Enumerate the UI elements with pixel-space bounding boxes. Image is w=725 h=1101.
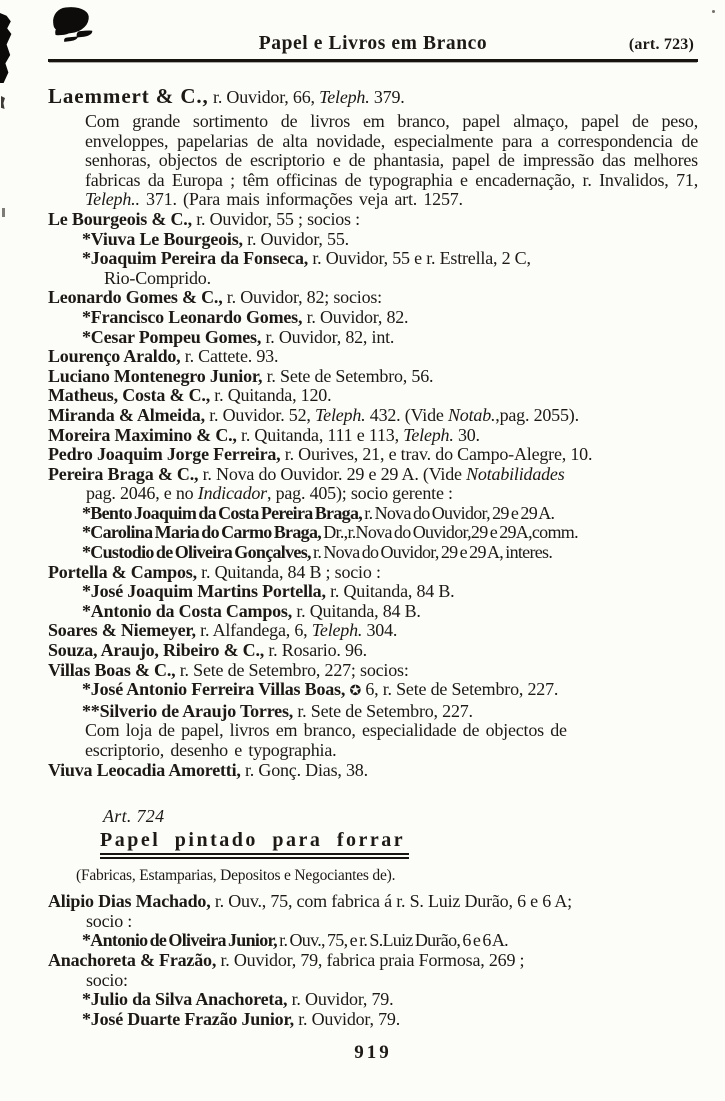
scan-speck bbox=[712, 10, 715, 13]
scan-binding-mark bbox=[1, 96, 5, 109]
directory-entry: Portella & Campos, r. Quitanda, 84 B ; socio : bbox=[48, 561, 381, 582]
entry-description: Com loja de papel, livros em branco, especialidade de objectos de escriptorio, desenho e typographia. bbox=[85, 720, 567, 760]
partner-entry: *Cesar Pompeu Gomes, r. Ouvidor, 82, int. bbox=[82, 326, 395, 347]
directory-entry: Leonardo Gomes & C., r. Ouvidor, 82; socios: bbox=[48, 287, 382, 308]
partner-entry: *José Antonio Ferreira Villas Boas, ✪ 6, r. Sete de Setembro, 227. bbox=[82, 679, 559, 700]
directory-entry: Viuva Leocadia Amoretti, r. Gonç. Dias, 38. bbox=[48, 759, 368, 780]
entry-description: Com grande sortimento de livros em branco, papel almaço, papel de peso, enveloppes, papelarias de alta novidade, especialmente para a correspondencia de senhoras, objectos de escriptorio e de phantasia, papel de impressão das melhores fabricas da Europa ; têm officinas de typographia e encadernação, r. Invalidos, 71, Teleph.. 371. (Para mais informações veja art. 1257. bbox=[85, 111, 698, 210]
directory-entry: Moreira Maximino & C., r. Quitanda, 111 e 113, Teleph. 30. bbox=[48, 424, 480, 445]
partner-entry: **Silverio de Araujo Torres, r. Sete de Setembro, 227. bbox=[82, 700, 473, 721]
section-subtitle: (Fabricas, Estamparias, Depositos e Negociantes de). bbox=[76, 867, 396, 885]
section-heading: Papel pintado para forrar bbox=[100, 829, 409, 859]
directory-entry: Pedro Joaquim Jorge Ferreira, r. Ourives, 21, e trav. do Campo-Alegre, 10. bbox=[48, 444, 593, 465]
scan-binding-mark bbox=[2, 208, 5, 217]
directory-entry: Anachoreta & Frazão, r. Ouvidor, 79, fabrica praia Formosa, 269 ; socio: bbox=[48, 949, 525, 990]
directory-list-art-724 bbox=[48, 892, 698, 1029]
page-number: 919 bbox=[354, 1042, 392, 1064]
directory-entry: Pereira Braga & C., r. Nova do Ouvidor. 29 e 29 A. (Vide Notabilidades pag. 2046, e no Indicador, pag. 405); socio gerente : bbox=[48, 463, 565, 504]
page-content bbox=[48, 0, 698, 1064]
partner-entry: *Julio da Silva Anachoreta, r. Ouvidor, 79. bbox=[82, 989, 394, 1010]
directory-entry: Laemmert & C., r. Ouvidor, 66, Teleph. 379. bbox=[48, 84, 405, 108]
partner-entry: *Bento Joaquim da Costa Pereira Braga, r. Nova do Ouvidor, 29 e 29 A. bbox=[82, 502, 555, 523]
directory-entry: Soares & Niemeyer, r. Alfandega, 6, Teleph. 304. bbox=[48, 620, 398, 641]
directory-list-art-723 bbox=[48, 83, 698, 780]
scan-binding-artifact bbox=[0, 13, 12, 83]
partner-entry: *José Joaquim Martins Portella, r. Quitanda, 84 B. bbox=[82, 581, 455, 602]
partner-entry: *Antonio da Costa Campos, r. Quitanda, 84 B. bbox=[82, 600, 421, 621]
art-number-label: Art. 724 bbox=[103, 806, 165, 827]
directory-entry: Villas Boas & C., r. Sete de Setembro, 227; socios: bbox=[48, 659, 409, 680]
partner-entry: *Francisco Leonardo Gomes, r. Ouvidor, 82. bbox=[82, 306, 409, 327]
directory-entry: Miranda & Almeida, r. Ouvidor. 52, Teleph. 432. (Vide Notab.,pag. 2055). bbox=[48, 404, 579, 425]
directory-entry: Souza, Araujo, Ribeiro & C., r. Rosario. 96. bbox=[48, 640, 367, 661]
running-header bbox=[48, 0, 698, 62]
partner-entry: *Custodio de Oliveira Gonçalves, r. Nova do Ouvidor, 29 e 29 A, interes. bbox=[82, 542, 553, 563]
partner-entry: *José Duarte Frazão Junior, r. Ouvidor, 79. bbox=[82, 1008, 400, 1029]
partner-entry: *Joaquim Pereira da Fonseca, r. Ouvidor, 55 e r. Estrella, 2 C, Rio-Comprido. bbox=[82, 248, 531, 288]
directory-entry: Le Bourgeois & C., r. Ouvidor, 55 ; socios : bbox=[48, 208, 360, 229]
partner-entry: *Carolina Maria do Carmo Braga, Dr.,r.Nova do Ouvidor,29 e 29A,comm. bbox=[82, 522, 578, 543]
directory-entry: Alipio Dias Machado, r. Ouv., 75, com fabrica á r. S. Luiz Durão, 6 e 6 A; socio : bbox=[48, 891, 572, 931]
directory-entry: Luciano Montenegro Junior, r. Sete de Setembro, 56. bbox=[48, 365, 434, 386]
order-insignia-icon: ✪ bbox=[349, 684, 362, 700]
header-title: Papel e Livros em Branco bbox=[258, 33, 488, 54]
directory-entry: Lourenço Araldo, r. Cattete. 93. bbox=[48, 346, 279, 367]
partner-entry: *Antonio de Oliveira Junior, r. Ouv., 75, e r. S.Luiz Durão, 6 e 6 A. bbox=[82, 930, 508, 951]
header-rule bbox=[48, 59, 698, 62]
section-heading-row bbox=[100, 829, 698, 859]
header-art-number: (art. 723) bbox=[628, 36, 694, 53]
partner-entry: *Viuva Le Bourgeois, r. Ouvidor, 55. bbox=[82, 228, 349, 249]
directory-entry: Matheus, Costa & C., r. Quitanda, 120. bbox=[48, 385, 332, 406]
section-art-724 bbox=[48, 806, 698, 1029]
